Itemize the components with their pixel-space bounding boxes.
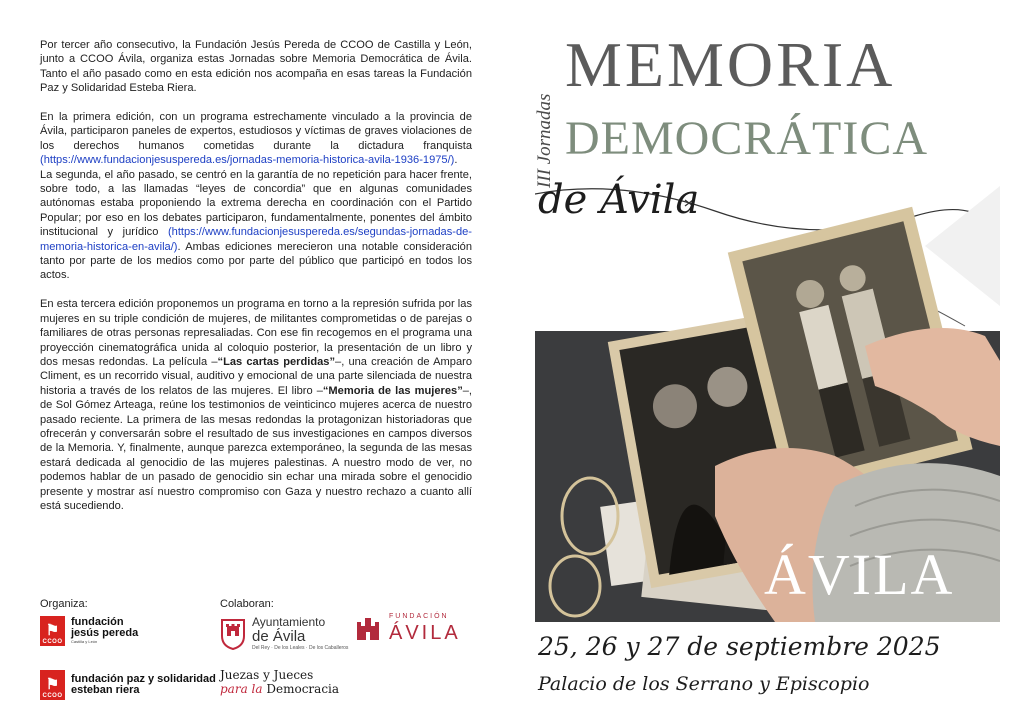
p2-text-a: En la primera edición, con un programa estrechamente vinculado a la provincia de Ávila, participaron paneles de expertos, estudiosos y víctimas de graves violaciones de los derechos humanos cometidas durante la dictadura franquista (40, 111, 472, 152)
ayto-line2: de Ávila (252, 628, 306, 645)
ccoo-icon: ⚑ CCOO (40, 616, 65, 646)
link-primeras-jornadas[interactable]: (https://www.fundacionjesuspereda.es/jornadas-memoria-historica-avila-1936-1975/) (40, 154, 455, 167)
p3-text-a: En esta tercera edición proponemos un programa en torno a la represión sufrida por las mujeres en su triple condición de mujeres, de militantes comprometidas o de parejas o familiares de otras personas represaliadas. Con ese fin recogemos en el programa una proyección cinematográfica unida al coloquio posterior, la presentación de un libro y dos mesas redondas. La película – (40, 298, 472, 368)
intro-paragraph-1 (40, 38, 472, 96)
fundacion-avila-castle-icon (355, 614, 381, 642)
jornadas-vertical-label: III Jornadas (534, 93, 555, 188)
ayuntamiento-crest-icon (220, 618, 246, 650)
p3-text-c: –, de Sol Gómez Arteaga, reúne los testimonios de veinticinco mujeres acerca de nuestro pasado reciente. La primera de las mesas redondas la protagonizan historiadoras que ofrecerán y conversarán sobre el resultado de sus investigaciones en campos diversos de la Memoria. Y, finalmente, aunque parezca extemporáneo, la segunda de las mesas estará dedicada al genocidio de las mujeres palestinas. A nuestro modo de ver, no podemos hablar de un pasado de genocidio sin echar una mirada sobre el genocidio presente y mostrar así nuestro compromiso con Gaza y nuestro rechazo a cuanto allí está sucediendo. (40, 384, 473, 512)
jj-line1: Juezas y Jueces (220, 668, 314, 682)
ccoo-icon-2: ⚑ CCOO (40, 670, 65, 700)
logo-fundacion-jesus-pereda (40, 616, 138, 646)
title-de-avila: de Ávila (538, 177, 700, 223)
fps-line2: esteban riera (71, 684, 140, 696)
organiza-label: Organiza: (40, 598, 88, 610)
jj-dem: Democracia (266, 682, 340, 696)
link-segundas-jornadas[interactable]: (https://www.fundacionjesuspereda.es/segundas-jornadas-de-memoria-historica-en-avila/) (40, 226, 472, 253)
cover-panel (512, 0, 1024, 724)
p2-text-b: . La segunda, el año pasado, se centró en la garantía de no repetición para hacer frente, sobre todo, a las llamadas “leyes de concordia” que en algunas comunidades autónomas estaba proponiendo la extrema derecha en coordinación con el Partido Popular; por eso en los debates participaron, fundamentalmente, ponentes del ámbito institucional y jurídico (40, 154, 472, 239)
p2-text-c: . Ambas ediciones merecieron una notable consideración tanto por parte de los medios como por parte del público que participó en todos los actos. (40, 240, 472, 282)
jj-para: para la (220, 682, 263, 696)
intro-paragraph-2 (40, 110, 472, 283)
colaboran-label: Colaboran: (220, 598, 274, 610)
fjp-line2: jesús pereda (71, 627, 139, 639)
book-title: “Memoria de las mujeres” (322, 384, 463, 397)
fa-line2: ÁVILA (389, 622, 461, 644)
fa-line1: FUNDACIÓN (389, 613, 449, 620)
p3-text-b: –, una creación de Amparo Climent, es un recorrido visual, auditivo y emocional de una parte silenciada de nuestra historia a través de los relatos de las mujeres. El libro – (40, 355, 472, 397)
event-dates: 25, 26 y 27 de septiembre 2025 (538, 632, 941, 661)
fps-line1: fundación paz y solidaridad (71, 673, 216, 685)
fjp-line1: fundación (71, 616, 124, 628)
fjp-sub: Castilla y León (71, 639, 98, 644)
ayto-line3: Del Rey · De los Leales · De los Caballeros (252, 645, 349, 651)
title-democratica: DEMOCRÁTICA (565, 112, 929, 165)
logo-juezas-jueces (220, 668, 339, 696)
p1-text: Por tercer año consecutivo, la Fundación Jesús Pereda de CCOO de Castilla y León, junto a CCOO Ávila, organiza estas Jornadas sobre Memoria Democrática de Ávila. Tanto el año pasado como en esta edición nos acompaña en esas tareas la Fundación Paz y Solidaridad Esteba Riera. (40, 39, 472, 95)
title-memoria: MEMORIA (565, 29, 896, 100)
avila-overlay-title: ÁVILA (764, 542, 955, 607)
logo-fundacion-paz-solidaridad (40, 670, 216, 700)
logo-ayuntamiento-avila (220, 616, 348, 651)
logo-fundacion-avila (355, 612, 461, 644)
event-venue: Palacio de los Serrano y Episcopio (538, 673, 870, 695)
ccoo-text-2: CCOO (42, 693, 63, 699)
intro-text-column (40, 38, 472, 528)
intro-paragraph-3 (40, 297, 472, 513)
sponsors-area (40, 598, 480, 718)
ayto-line1: Ayuntamiento (252, 615, 326, 629)
film-title: “Las cartas perdidas” (217, 355, 336, 368)
ccoo-text: CCOO (42, 639, 63, 645)
